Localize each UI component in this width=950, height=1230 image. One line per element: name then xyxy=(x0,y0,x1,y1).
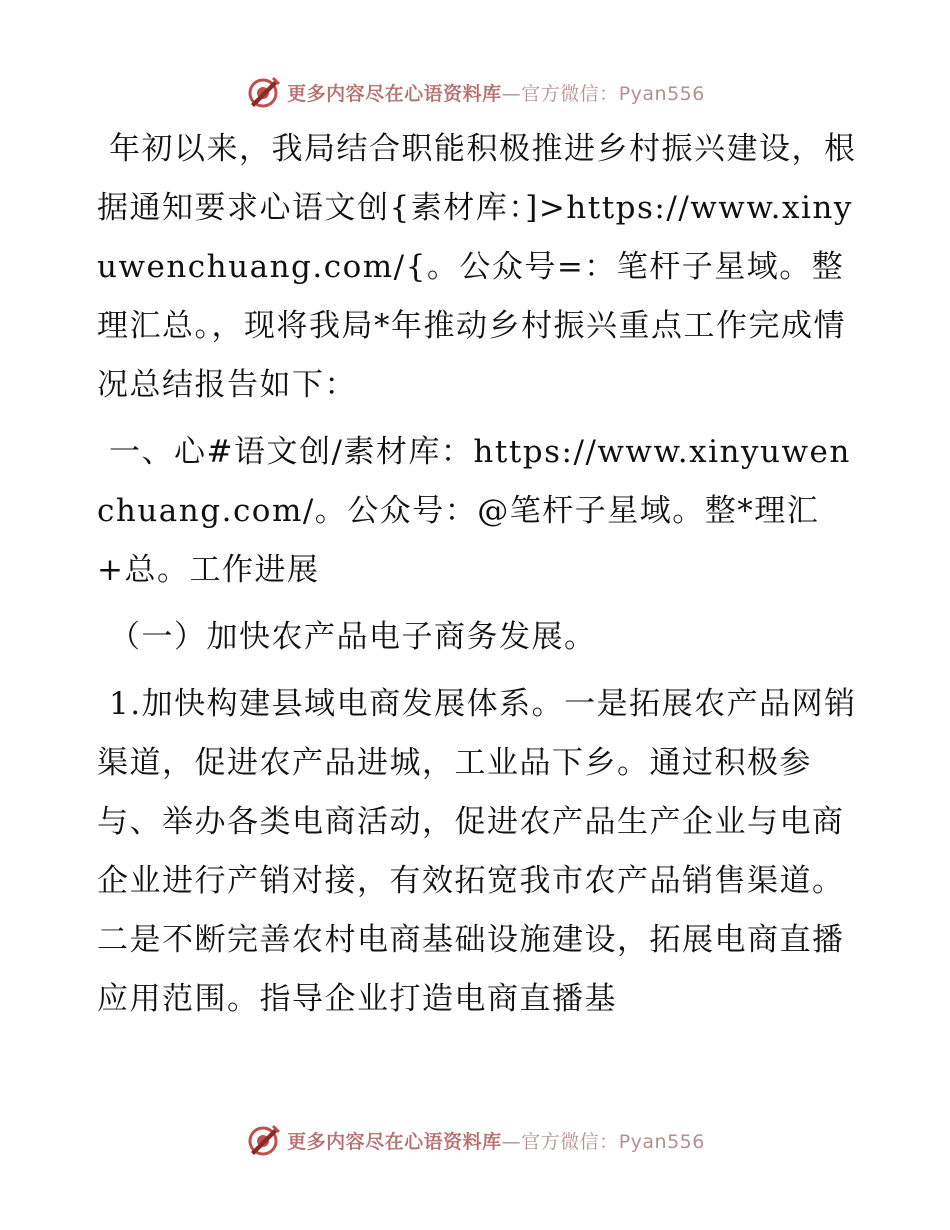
banner-wechat-id: Pyan556 xyxy=(618,82,705,105)
banner-wechat-id: Pyan556 xyxy=(618,1130,705,1153)
banner-text xyxy=(287,79,705,106)
paragraph-intro: 年初以来，我局结合职能积极推进乡村振兴建设，根据通知要求心语文创{素材库：]>https://www.xinyuwenchuang.com/{。公众号=：笔杆子星域。整理汇总。，现将我局*年推动乡村振兴重点工作完成情况总结报告如下： xyxy=(97,131,857,403)
brand-logo-icon xyxy=(245,74,281,110)
footer-banner xyxy=(0,1120,950,1160)
banner-wechat-label: —官方微信： xyxy=(501,82,619,105)
document-body xyxy=(97,120,857,1029)
brand-logo-icon xyxy=(245,1122,281,1158)
paragraph-ecommerce: 1.加快构建县域电商发展体系。一是拓展农产品网销渠道，促进农产品进城，工业品下乡。通过积极参与、举办各类电商活动，促进农产品生产企业与电商企业进行产销对接，有效拓宽我市农产品销售渠道。二是不断完善农村电商基础设施建设，拓展电商直播应用范围。指导企业打造电商直播基 xyxy=(97,686,857,1017)
header-banner xyxy=(0,72,950,112)
banner-title: 更多内容尽在心语资料库 xyxy=(287,82,502,105)
banner-title: 更多内容尽在心语资料库 xyxy=(287,1130,502,1153)
banner-wechat-label: —官方微信： xyxy=(501,1130,619,1153)
banner-text xyxy=(287,1127,705,1154)
subsection-heading-1: （一）加快农产品电子商务发展。 xyxy=(109,619,597,655)
section-heading-1: 一、心#语文创/素材库：https://www.xinyuwenchuang.com/。公众号：@笔杆子星域。整*理汇+总。工作进展 xyxy=(97,434,851,588)
